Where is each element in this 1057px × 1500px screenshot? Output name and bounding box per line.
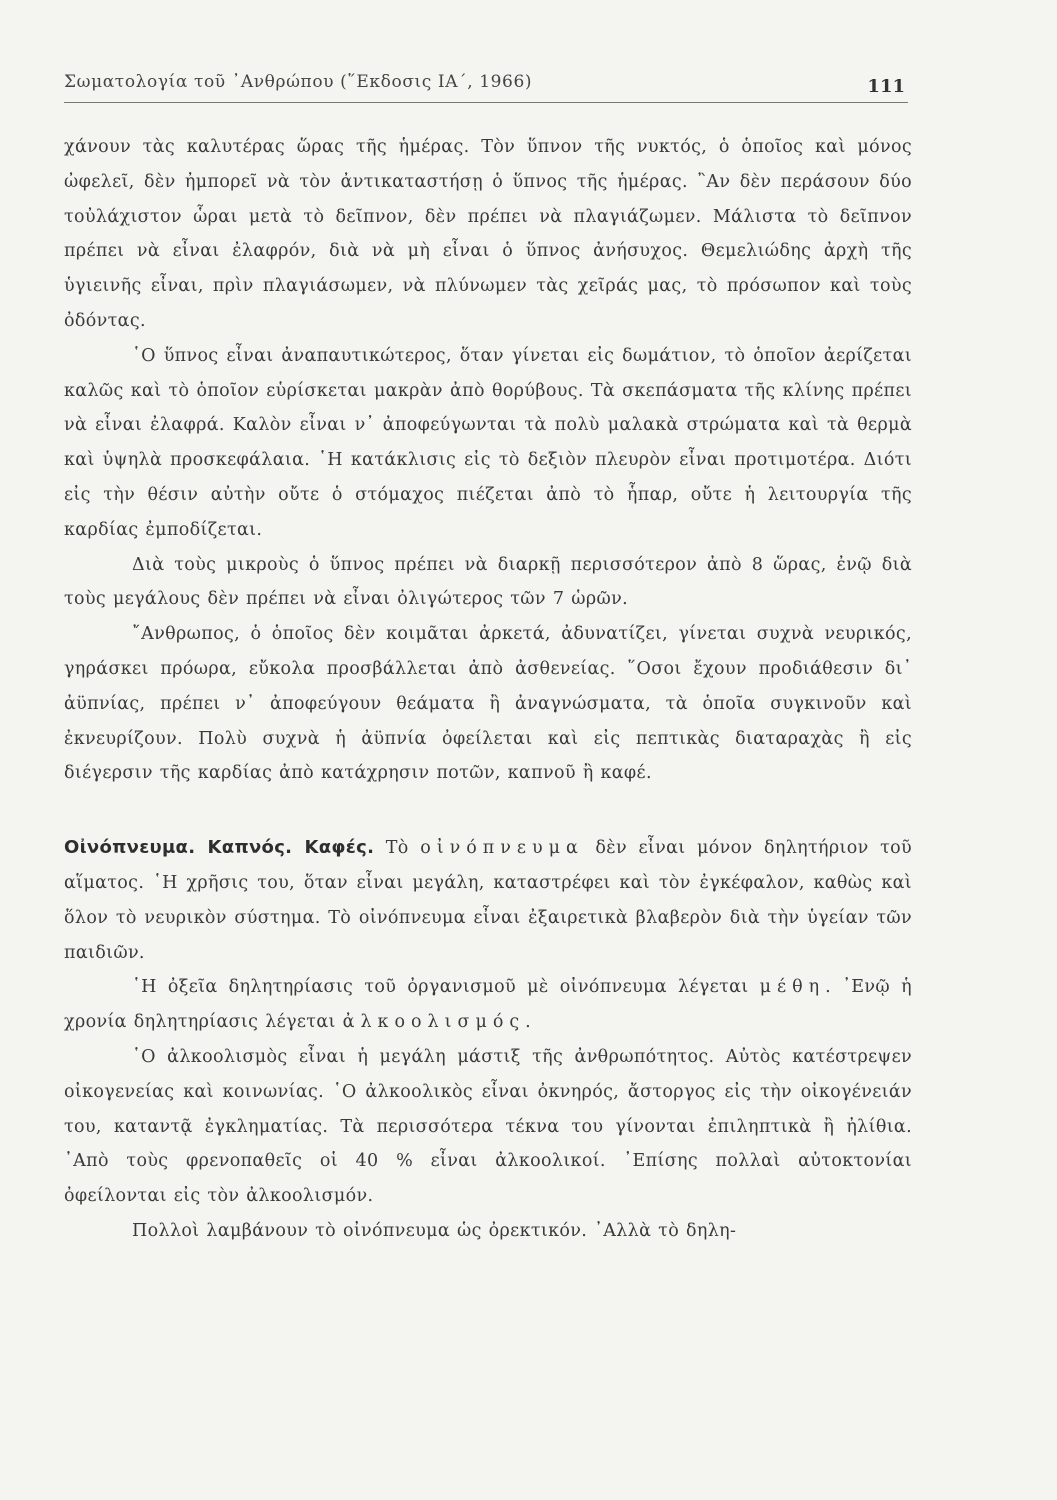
- running-head: Σωματολογία τοῦ ᾿Ανθρώπου (῞Εκδοσις ΙΑ΄, 1966): [64, 72, 533, 92]
- body-text: [64, 130, 912, 1249]
- paragraph-alcohol-definitions: [64, 970, 912, 1040]
- paragraph-appetizer: Πολλοὶ λαμβάνουν τὸ οἰνόπνευμα ὡς ὀρεκτικόν. ᾿Αλλὰ τὸ δηλη-: [132, 1220, 737, 1241]
- paragraph-alcohol-intro: [64, 831, 912, 970]
- paragraph-sleep-hours: Διὰ τοὺς μικροὺς ὁ ὕπνος πρέπει νὰ διαρκῇ περισσότερον ἀπὸ 8 ὥρας, ἐνῷ διὰ τοὺς μεγάλους δὲν πρέπει νὰ εἶναι ὀλιγώτερος τῶν 7 ὡρῶν.: [64, 554, 912, 610]
- definition-end: .: [525, 1012, 532, 1033]
- intro-prefix: Τὸ: [385, 838, 409, 859]
- definition-middle: . ᾿Ενῷ ἡ χρονία δηλητηρίασις λέγεται: [64, 977, 913, 1033]
- paragraph-sleep-daytime: χάνουν τὰς καλυτέρας ὥρας τῆς ἡμέρας. Τὸν ὕπνον τῆς νυκτός, ὁ ὁποῖος καὶ μόνος ὠφελεῖ, δὲν ἠμπορεῖ νὰ τὸν ἀντικαταστήσῃ ὁ ὕπνος τῆς ἡμέρας. ῍Αν δὲν περάσουν δύο τοὐλάχιστον ὧραι μετὰ τὸ δεῖπνον, δὲν πρέπει νὰ πλαγιάζωμεν. Μάλιστα τὸ δεῖπνον πρέπει νὰ εἶναι ἐλαφρόν, διὰ νὰ μὴ εἶναι ὁ ὕπνος ἀνήσυχος. Θεμελιώδης ἀρχὴ τῆς ὑγιεινῆς εἶναι, πρὶν πλαγιάσωμεν, νὰ πλύνωμεν τὰς χεῖράς μας, τὸ πρόσωπον καὶ τοὺς ὀδόντας.: [64, 137, 912, 331]
- intro-rest: δὲν εἶναι μόνον δηλητήριον τοῦ αἵματος. ῾Η χρῆσις του, ὅταν εἶναι μεγάλη, καταστρέφει καὶ τὸν ἐγκέφαλον, καθὼς καὶ ὅλον τὸ νευρικὸν σύστημα. Τὸ οἰνόπνευμα εἶναι ἐξαιρετικὰ βλαβερὸν διὰ τὴν ὑγείαν τῶν παιδιῶν.: [64, 838, 913, 963]
- paragraph-alcoholism: ῾Ο ἀλκοολισμὸς εἶναι ἡ μεγάλη μάστιξ τῆς ἀνθρωπότητος. Αὐτὸς κατέστρεψεν οἰκογενείας καὶ κοινωνίας. ῾Ο ἀλκοολικὸς εἶναι ὀκνηρός, ἄστοργος εἰς τὴν οἰκογένειάν του, καταντᾷ ἐγκληματίας. Τὰ περισσότερα τέκνα του γίνονται ἐπιληπτικὰ ἢ ἠλίθια. ᾿Απὸ τοὺς φρενοπαθεῖς οἱ 40 % εἶναι ἀλκοολικοί. ᾿Επίσης πολλαὶ αὐτοκτονίαι ὀφείλονται εἰς τὸν ἀλκοολισμόν.: [64, 1046, 912, 1207]
- page-number: 111: [867, 76, 905, 97]
- section-heading: Οἰνόπνευμα. Καπνός. Καφές.: [64, 837, 375, 859]
- intro-term: οἰνόπνευμα: [420, 838, 584, 859]
- header-rule: [64, 102, 908, 103]
- section-spacer: [64, 791, 912, 831]
- term-alkoolismos: ἀλκοολισμός: [342, 1012, 526, 1033]
- term-methi: μέθη: [759, 977, 826, 998]
- paragraph-sleep-deprivation: ῎Ανθρωπος, ὁ ὁποῖος δὲν κοιμᾶται ἀρκετά, ἀδυνατίζει, γίνεται συχνὰ νευρικός, γηράσκει πρόωρα, εὔκολα προσβάλλεται ἀπὸ ἀσθενείας. ῞Οσοι ἔχουν προδιάθεσιν δι᾿ ἀϋπνίας, πρέπει ν᾿ ἀποφεύγουν θεάματα ἢ ἀναγνώσματα, τὰ ὁποῖα συγκινοῦν καὶ ἐκνευρίζουν. Πολὺ συχνὰ ἡ ἀϋπνία ὀφείλεται καὶ εἰς πεπτικὰς διαταραχὰς ἢ εἰς διέγερσιν τῆς καρδίας ἀπὸ κατάχρησιν ποτῶν, καπνοῦ ἢ καφέ.: [64, 624, 912, 784]
- paragraph-sleep-room: ῾Ο ὕπνος εἶναι ἀναπαυτικώτερος, ὅταν γίνεται εἰς δωμάτιον, τὸ ὁποῖον ἀερίζεται καλῶς καὶ τὸ ὁποῖον εὑρίσκεται μακρὰν ἀπὸ θορύβους. Τὰ σκεπάσματα τῆς κλίνης πρέπει νὰ εἶναι ἐλαφρά. Καλὸν εἶναι ν᾿ ἀποφεύγωνται τὰ πολὺ μαλακὰ στρώματα καὶ τὰ θερμὰ καὶ ὑψηλὰ προσκεφάλαια. ῾Η κατάκλισις εἰς τὸ δεξιὸν πλευρὸν εἶναι προτιμοτέρα. Διότι εἰς τὴν θέσιν αὐτὴν οὔτε ὁ στόμαχος πιέζεται ἀπὸ τὸ ἧπαρ, οὔτε ἡ λειτουργία τῆς καρδίας ἐμποδίζεται.: [64, 345, 912, 540]
- definition-prefix: ῾Η ὀξεῖα δηλητηρίασις τοῦ ὀργανισμοῦ μὲ οἰνόπνευμα λέγεται: [132, 977, 749, 998]
